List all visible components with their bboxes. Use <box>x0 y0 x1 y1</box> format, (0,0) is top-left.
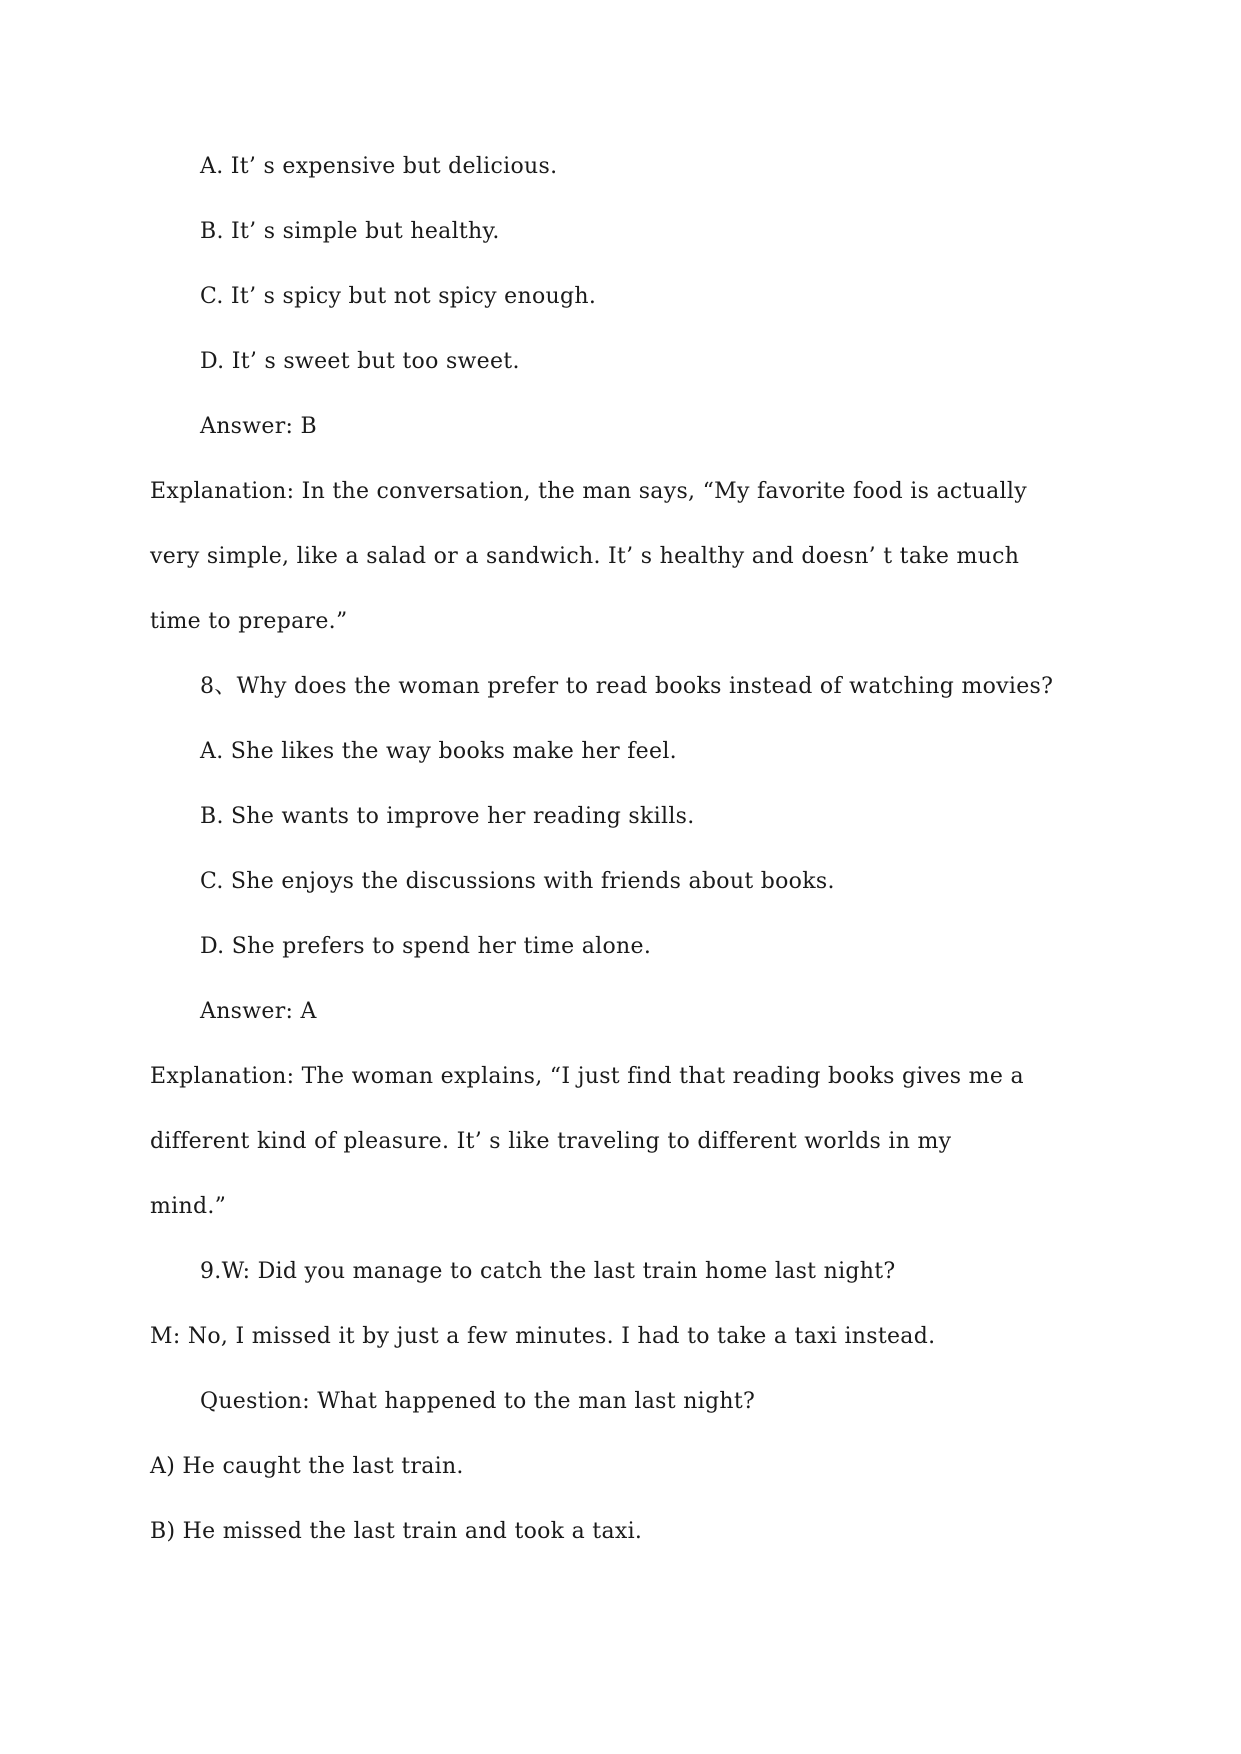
option-a-q9: A) He caught the last train. <box>150 1454 464 1479</box>
answer-q7: Answer: B <box>200 414 317 439</box>
option-c-q7: C. It’ s spicy but not spicy enough. <box>200 284 597 309</box>
question-9-dialogue-m: M: No, I missed it by just a few minutes. I had to take a taxi instead. <box>150 1324 936 1349</box>
answer-q8: Answer: A <box>200 999 317 1024</box>
option-a-q8: A. She likes the way books make her feel. <box>200 739 677 764</box>
explanation-q8-line-2: different kind of pleasure. It’ s like traveling to different worlds in my <box>150 1129 952 1154</box>
explanation-q7-line-2: very simple, like a salad or a sandwich. It’ s healthy and doesn’ t take much <box>150 544 1020 569</box>
option-d-q7: D. It’ s sweet but too sweet. <box>200 349 520 374</box>
option-b-q7: B. It’ s simple but healthy. <box>200 219 500 244</box>
question-9-dialogue-w: 9.W: Did you manage to catch the last train home last night? <box>200 1259 896 1284</box>
option-b-q9: B) He missed the last train and took a taxi. <box>150 1519 643 1544</box>
option-b-q8: B. She wants to improve her reading skills. <box>200 804 695 829</box>
explanation-q7-line-3: time to prepare.” <box>150 609 348 634</box>
question-9-prompt: Question: What happened to the man last night? <box>200 1389 756 1414</box>
question-8: 8、Why does the woman prefer to read books instead of watching movies? <box>200 674 1054 699</box>
explanation-q8-line-1: Explanation: The woman explains, “I just find that reading books gives me a <box>150 1064 1024 1089</box>
explanation-q7-line-1: Explanation: In the conversation, the man says, “My favorite food is actually <box>150 479 1027 504</box>
option-a-q7: A. It’ s expensive but delicious. <box>200 154 558 179</box>
explanation-q8-line-3: mind.” <box>150 1194 227 1219</box>
option-c-q8: C. She enjoys the discussions with friends about books. <box>200 869 835 894</box>
option-d-q8: D. She prefers to spend her time alone. <box>200 934 652 959</box>
